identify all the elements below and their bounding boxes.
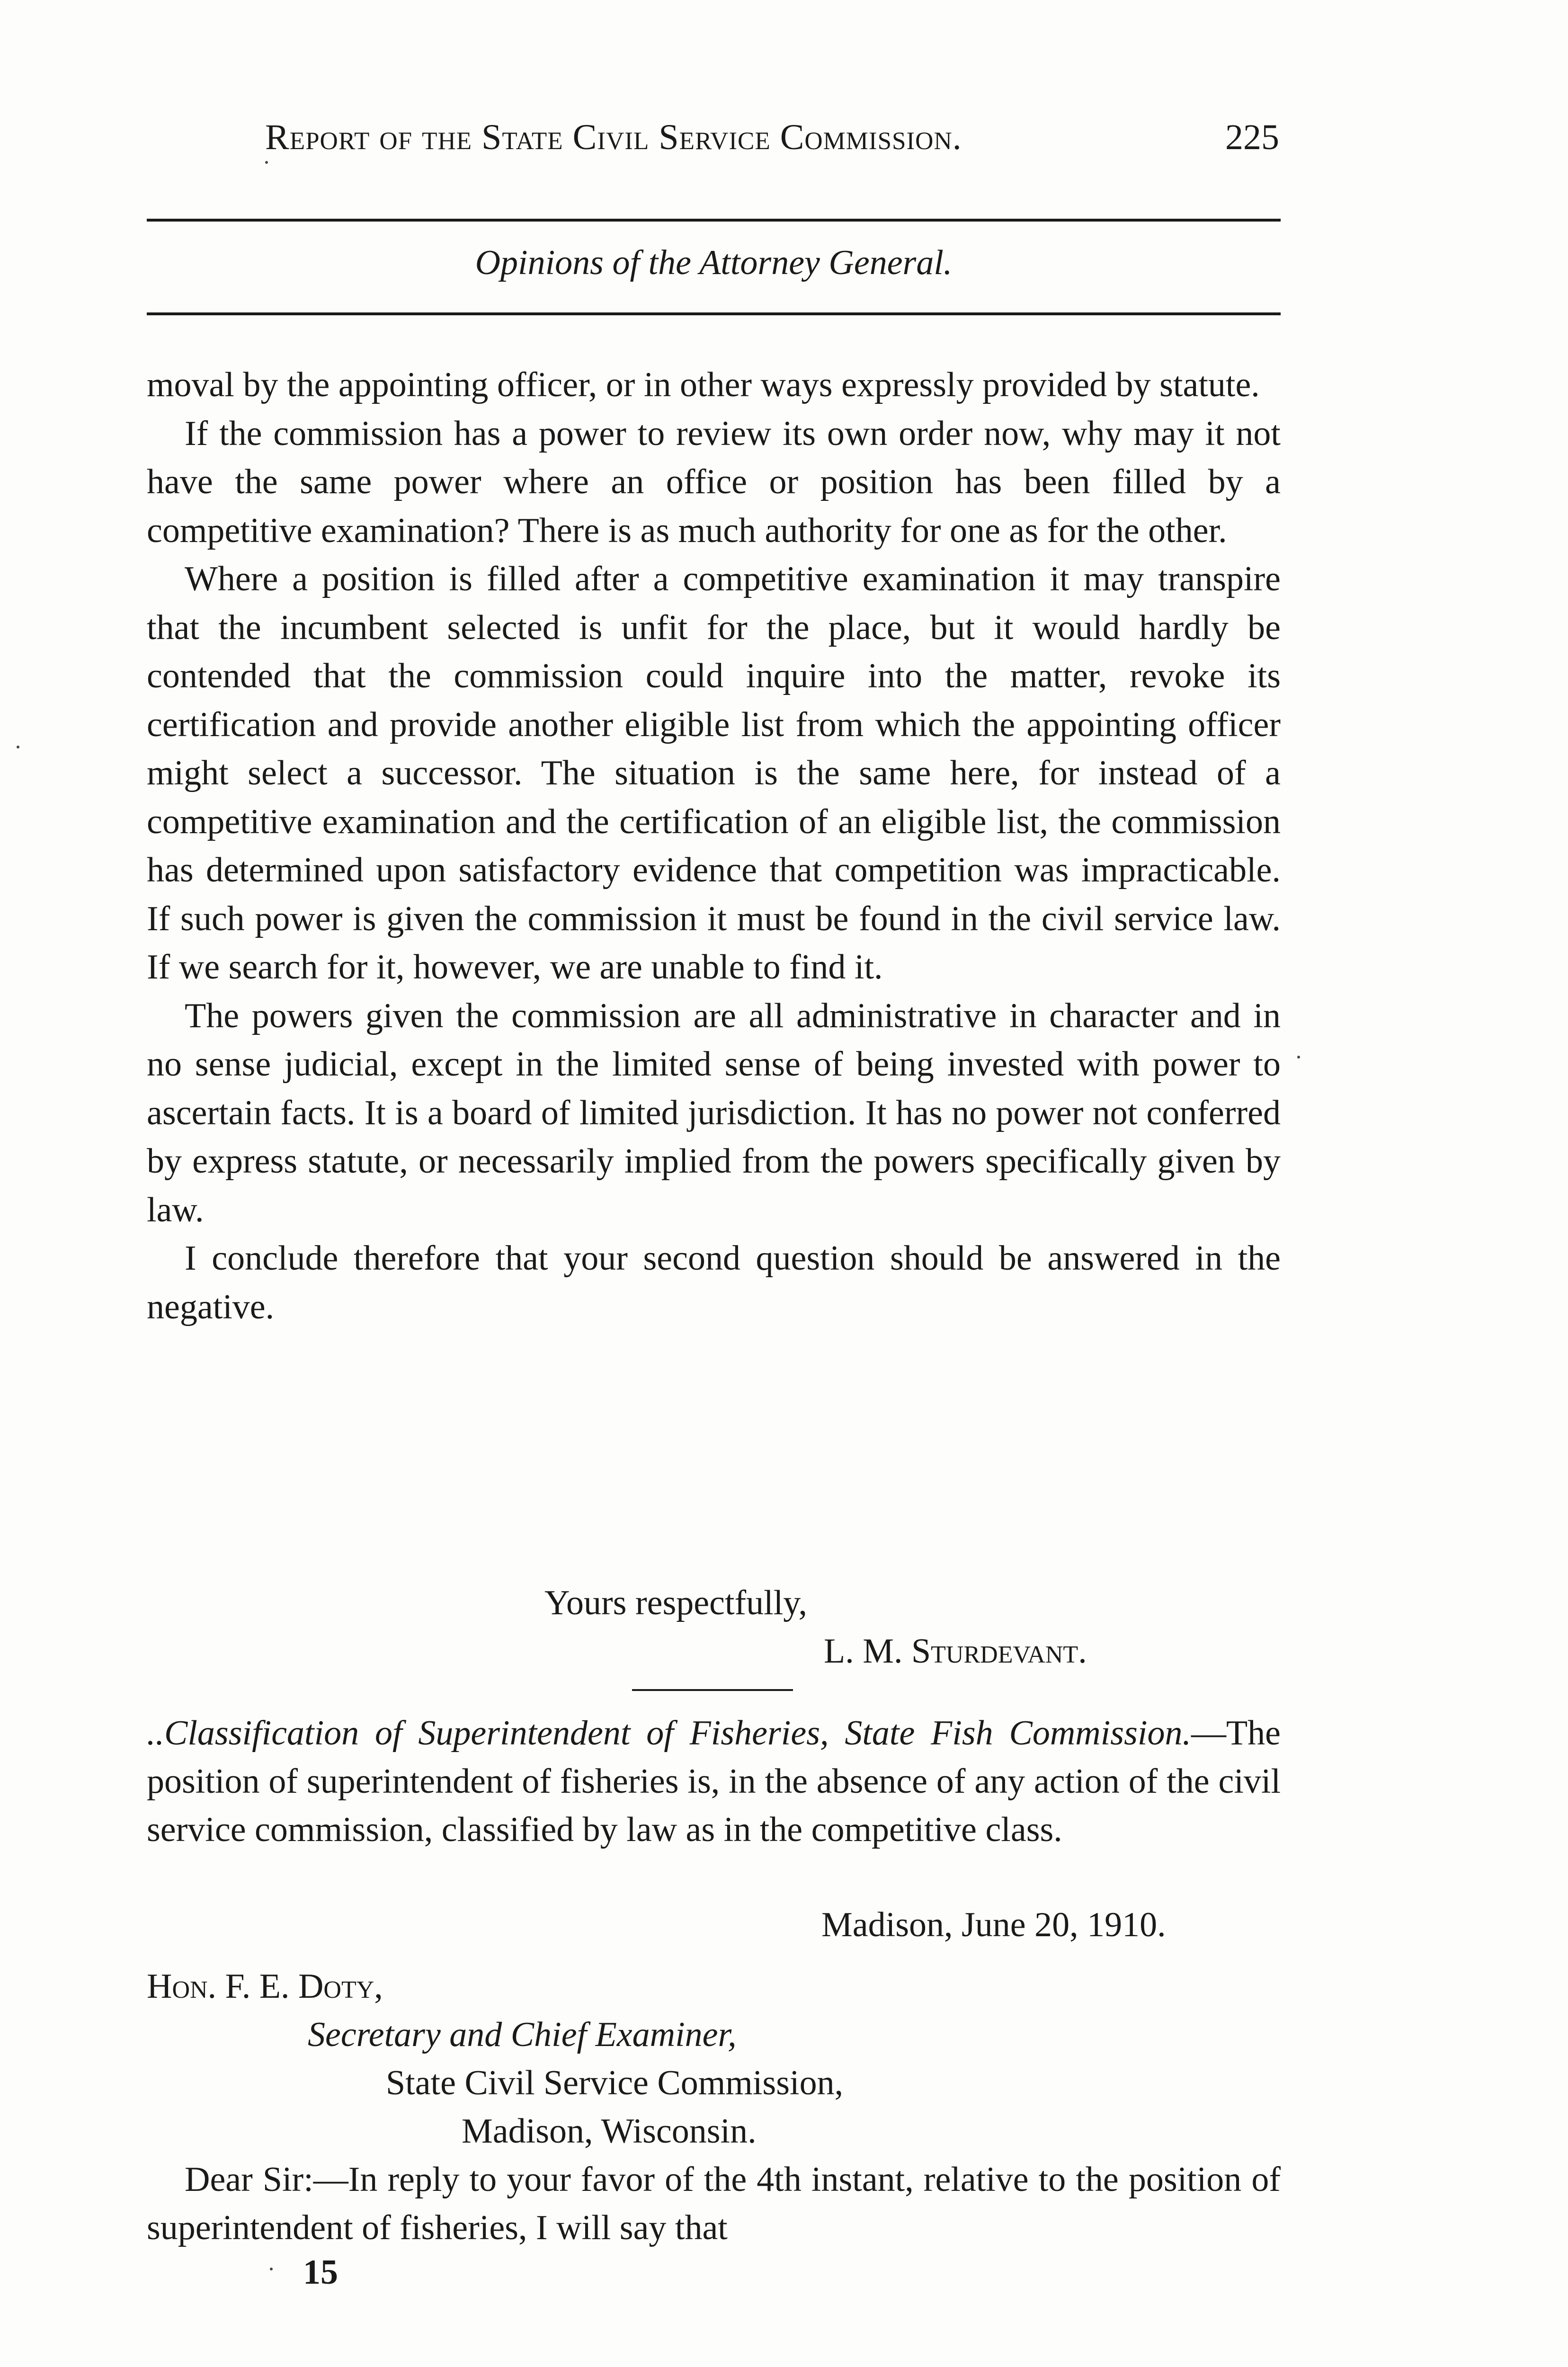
opinion-body (147, 361, 1281, 1331)
section-divider (632, 1689, 793, 1691)
page-number: 225 (1225, 117, 1279, 157)
scan-speck (1297, 1056, 1300, 1059)
letter-opening (147, 2155, 1281, 2252)
headnote-title: ..Classification of Superintendent of Fisheries, State Fish Commission. (147, 1714, 1191, 1753)
scan-speck (270, 2268, 273, 2270)
headnote (147, 1709, 1281, 1854)
paragraph: If the commission has a power to review its own order now, why may it not have the same power where an office or position has been filled by a competitive examination? There is as much authority for one as for the other. (147, 414, 1281, 550)
closing-line: Yours respectfully, (544, 1584, 807, 1622)
signature: L. M. Sturdevant. (824, 1632, 1087, 1671)
paragraph: I conclude therefore that your second question should be answered in the negative. (147, 1239, 1281, 1326)
running-head: Report of the State Civil Service Commission. (265, 117, 962, 157)
addressee-organization: State Civil Service Commission, (386, 2064, 844, 2102)
scan-speck (265, 161, 268, 164)
section-title: Opinions of the Attorney General. (475, 243, 953, 282)
dateline: Madison, June 20, 1910. (821, 1905, 1166, 1944)
paragraph: Where a position is filled after a competitive examination it may transpire that the incumbent selected is unfit for the place, but it would hardly be contended that the commission could inquire into the matter, revoke its certification and provide another eligible list from which the appointing officer might select a successor. The situation is the same here, for instead of a competitive examination and the certification of an eligible list, the commission has determined upon satisfactory evidence that competition was impracticable. If such power is given the commission it must be found in the civil service law. If we search for it, however, we are unable to find it. (147, 560, 1281, 987)
scan-speck (17, 746, 19, 748)
header-rule-bottom (147, 312, 1281, 315)
signature-mark: 15 (303, 2253, 338, 2292)
addressee-title: Secretary and Chief Examiner, (308, 2015, 737, 2054)
addressee-city: Madison, Wisconsin. (462, 2112, 757, 2151)
addressee-name: Hon. F. E. Doty, (147, 1967, 383, 2006)
paragraph: The powers given the commission are all administrative in character and in no sense judicial, except in the limited sense of being invested with power to ascertain facts. It is a board of limited jurisdiction. It has no power not conferred by express statute, or necessarily implied from the powers specifically given by law. (147, 996, 1281, 1229)
paragraph: Dear Sir:—In reply to your favor of the 4th instant, relative to the position of superintendent of fisheries, I will say that (147, 2160, 1281, 2247)
header-rule-top (147, 219, 1281, 222)
headnote-body: —The position of superintendent of fisheries is, in the absence of any action of the civil service commission, classified by law as in the competitive class. (147, 1714, 1281, 1849)
paragraph: moval by the appointing officer, or in other ways expressly provided by statute. (147, 365, 1260, 404)
